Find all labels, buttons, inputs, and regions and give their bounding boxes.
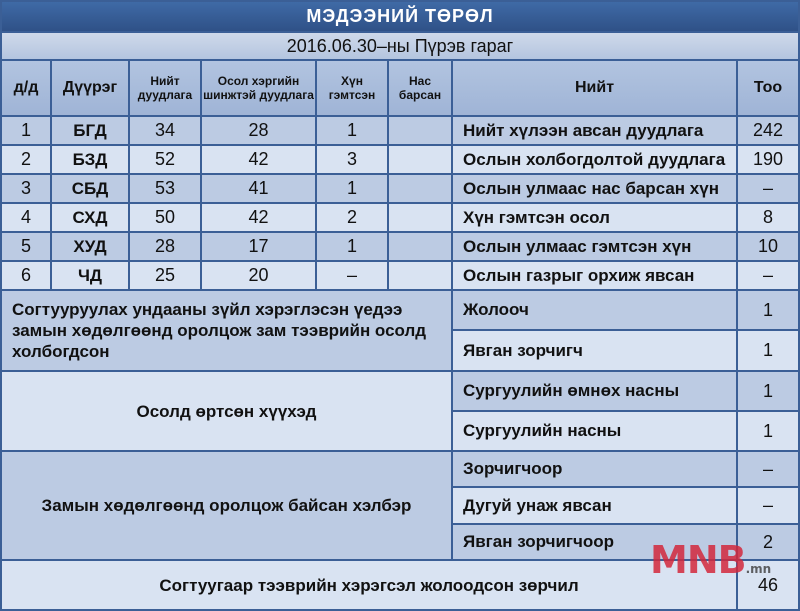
- summary-count: 8: [738, 204, 798, 231]
- group-item-count: –: [738, 452, 798, 486]
- group-item-count: 2: [738, 525, 798, 559]
- summary-count: 190: [738, 146, 798, 173]
- table-cell-deceased: [389, 117, 451, 144]
- header-injured: Хүн гэмтсэн: [317, 61, 387, 115]
- table-cell-total-calls: 50: [130, 204, 200, 231]
- header-total-calls: Нийт дуудлага: [130, 61, 200, 115]
- group-item-label: Сургуулийн өмнөх насны: [453, 372, 736, 410]
- header-summary-count: Тоо: [738, 61, 798, 115]
- header-accident-calls: Осол хэргийн шинжтэй дуудлага: [202, 61, 315, 115]
- table-cell-accident-calls: 17: [202, 233, 315, 260]
- table-cell-district: ХУД: [52, 233, 128, 260]
- summary-label: Нийт хүлээн авсан дуудлага: [453, 117, 736, 144]
- table-cell-deceased: [389, 204, 451, 231]
- table-cell-district: БЗД: [52, 146, 128, 173]
- summary-count: –: [738, 262, 798, 289]
- summary-label: Ослын газрыг орхиж явсан: [453, 262, 736, 289]
- header-summary-label: Нийт: [453, 61, 736, 115]
- table-cell-district: СХД: [52, 204, 128, 231]
- table-cell-injured: –: [317, 262, 387, 289]
- report-date: 2016.06.30–ны Пүрэв гараг: [2, 33, 798, 59]
- table-cell-injured: 1: [317, 233, 387, 260]
- footer-count: 46: [738, 561, 798, 609]
- table-cell-injured: 1: [317, 117, 387, 144]
- table-cell-total-calls: 25: [130, 262, 200, 289]
- table-cell-no: 1: [2, 117, 50, 144]
- table-cell-district: БГД: [52, 117, 128, 144]
- mnb-watermark-logo: MNB.mn: [650, 538, 772, 582]
- table-cell-district: ЧД: [52, 262, 128, 289]
- header-no: д/д: [2, 61, 50, 115]
- summary-count: –: [738, 175, 798, 202]
- table-cell-deceased: [389, 175, 451, 202]
- group-item-label: Жолооч: [453, 291, 736, 329]
- group-item-count: 1: [738, 331, 798, 370]
- group-item-count: 1: [738, 372, 798, 410]
- table-cell-deceased: [389, 262, 451, 289]
- table-cell-accident-calls: 28: [202, 117, 315, 144]
- summary-label: Ослын улмаас гэмтсэн хүн: [453, 233, 736, 260]
- group-item-label: Сургуулийн насны: [453, 412, 736, 450]
- table-cell-injured: 3: [317, 146, 387, 173]
- table-cell-deceased: [389, 233, 451, 260]
- table-cell-total-calls: 28: [130, 233, 200, 260]
- summary-label: Хүн гэмтсэн осол: [453, 204, 736, 231]
- header-deceased: Нас барсан: [389, 61, 451, 115]
- group-title-participation: Замын хөдөлгөөнд оролцож байсан хэлбэр: [2, 452, 451, 559]
- table-cell-accident-calls: 42: [202, 146, 315, 173]
- table-cell-total-calls: 52: [130, 146, 200, 173]
- group-item-count: 1: [738, 291, 798, 329]
- table-cell-total-calls: 53: [130, 175, 200, 202]
- table-cell-accident-calls: 42: [202, 204, 315, 231]
- table-cell-accident-calls: 20: [202, 262, 315, 289]
- footer-label: Согтуугаар тээврийн хэрэгсэл жолоодсон зөрчил: [2, 561, 736, 609]
- group-title-drunk-involvement: Согтууруулах ундааны зүйл хэрэглэсэн үедээ замын хөдөлгөөнд оролцож зам тээврийн осолд холбогдсон: [2, 291, 451, 370]
- table-cell-total-calls: 34: [130, 117, 200, 144]
- summary-count: 242: [738, 117, 798, 144]
- group-item-label: Дугуй унаж явсан: [453, 488, 736, 523]
- group-item-label: Зорчигчоор: [453, 452, 736, 486]
- group-item-label: Явган зорчигчоор: [453, 525, 736, 559]
- table-cell-injured: 1: [317, 175, 387, 202]
- group-item-count: –: [738, 488, 798, 523]
- header-district: Дүүрэг: [52, 61, 128, 115]
- page-title: МЭДЭЭНИЙ ТӨРӨЛ: [2, 2, 798, 31]
- table-cell-no: 6: [2, 262, 50, 289]
- table-cell-no: 4: [2, 204, 50, 231]
- table-cell-no: 5: [2, 233, 50, 260]
- group-item-label: Явган зорчигч: [453, 331, 736, 370]
- table-cell-injured: 2: [317, 204, 387, 231]
- group-title-children: Осолд өртсөн хүүхэд: [2, 372, 451, 450]
- table-cell-district: СБД: [52, 175, 128, 202]
- table-cell-accident-calls: 41: [202, 175, 315, 202]
- table-cell-no: 2: [2, 146, 50, 173]
- summary-label: Ослын холбогдолтой дуудлага: [453, 146, 736, 173]
- summary-label: Ослын улмаас нас барсан хүн: [453, 175, 736, 202]
- table-cell-no: 3: [2, 175, 50, 202]
- summary-count: 10: [738, 233, 798, 260]
- table-cell-deceased: [389, 146, 451, 173]
- group-item-count: 1: [738, 412, 798, 450]
